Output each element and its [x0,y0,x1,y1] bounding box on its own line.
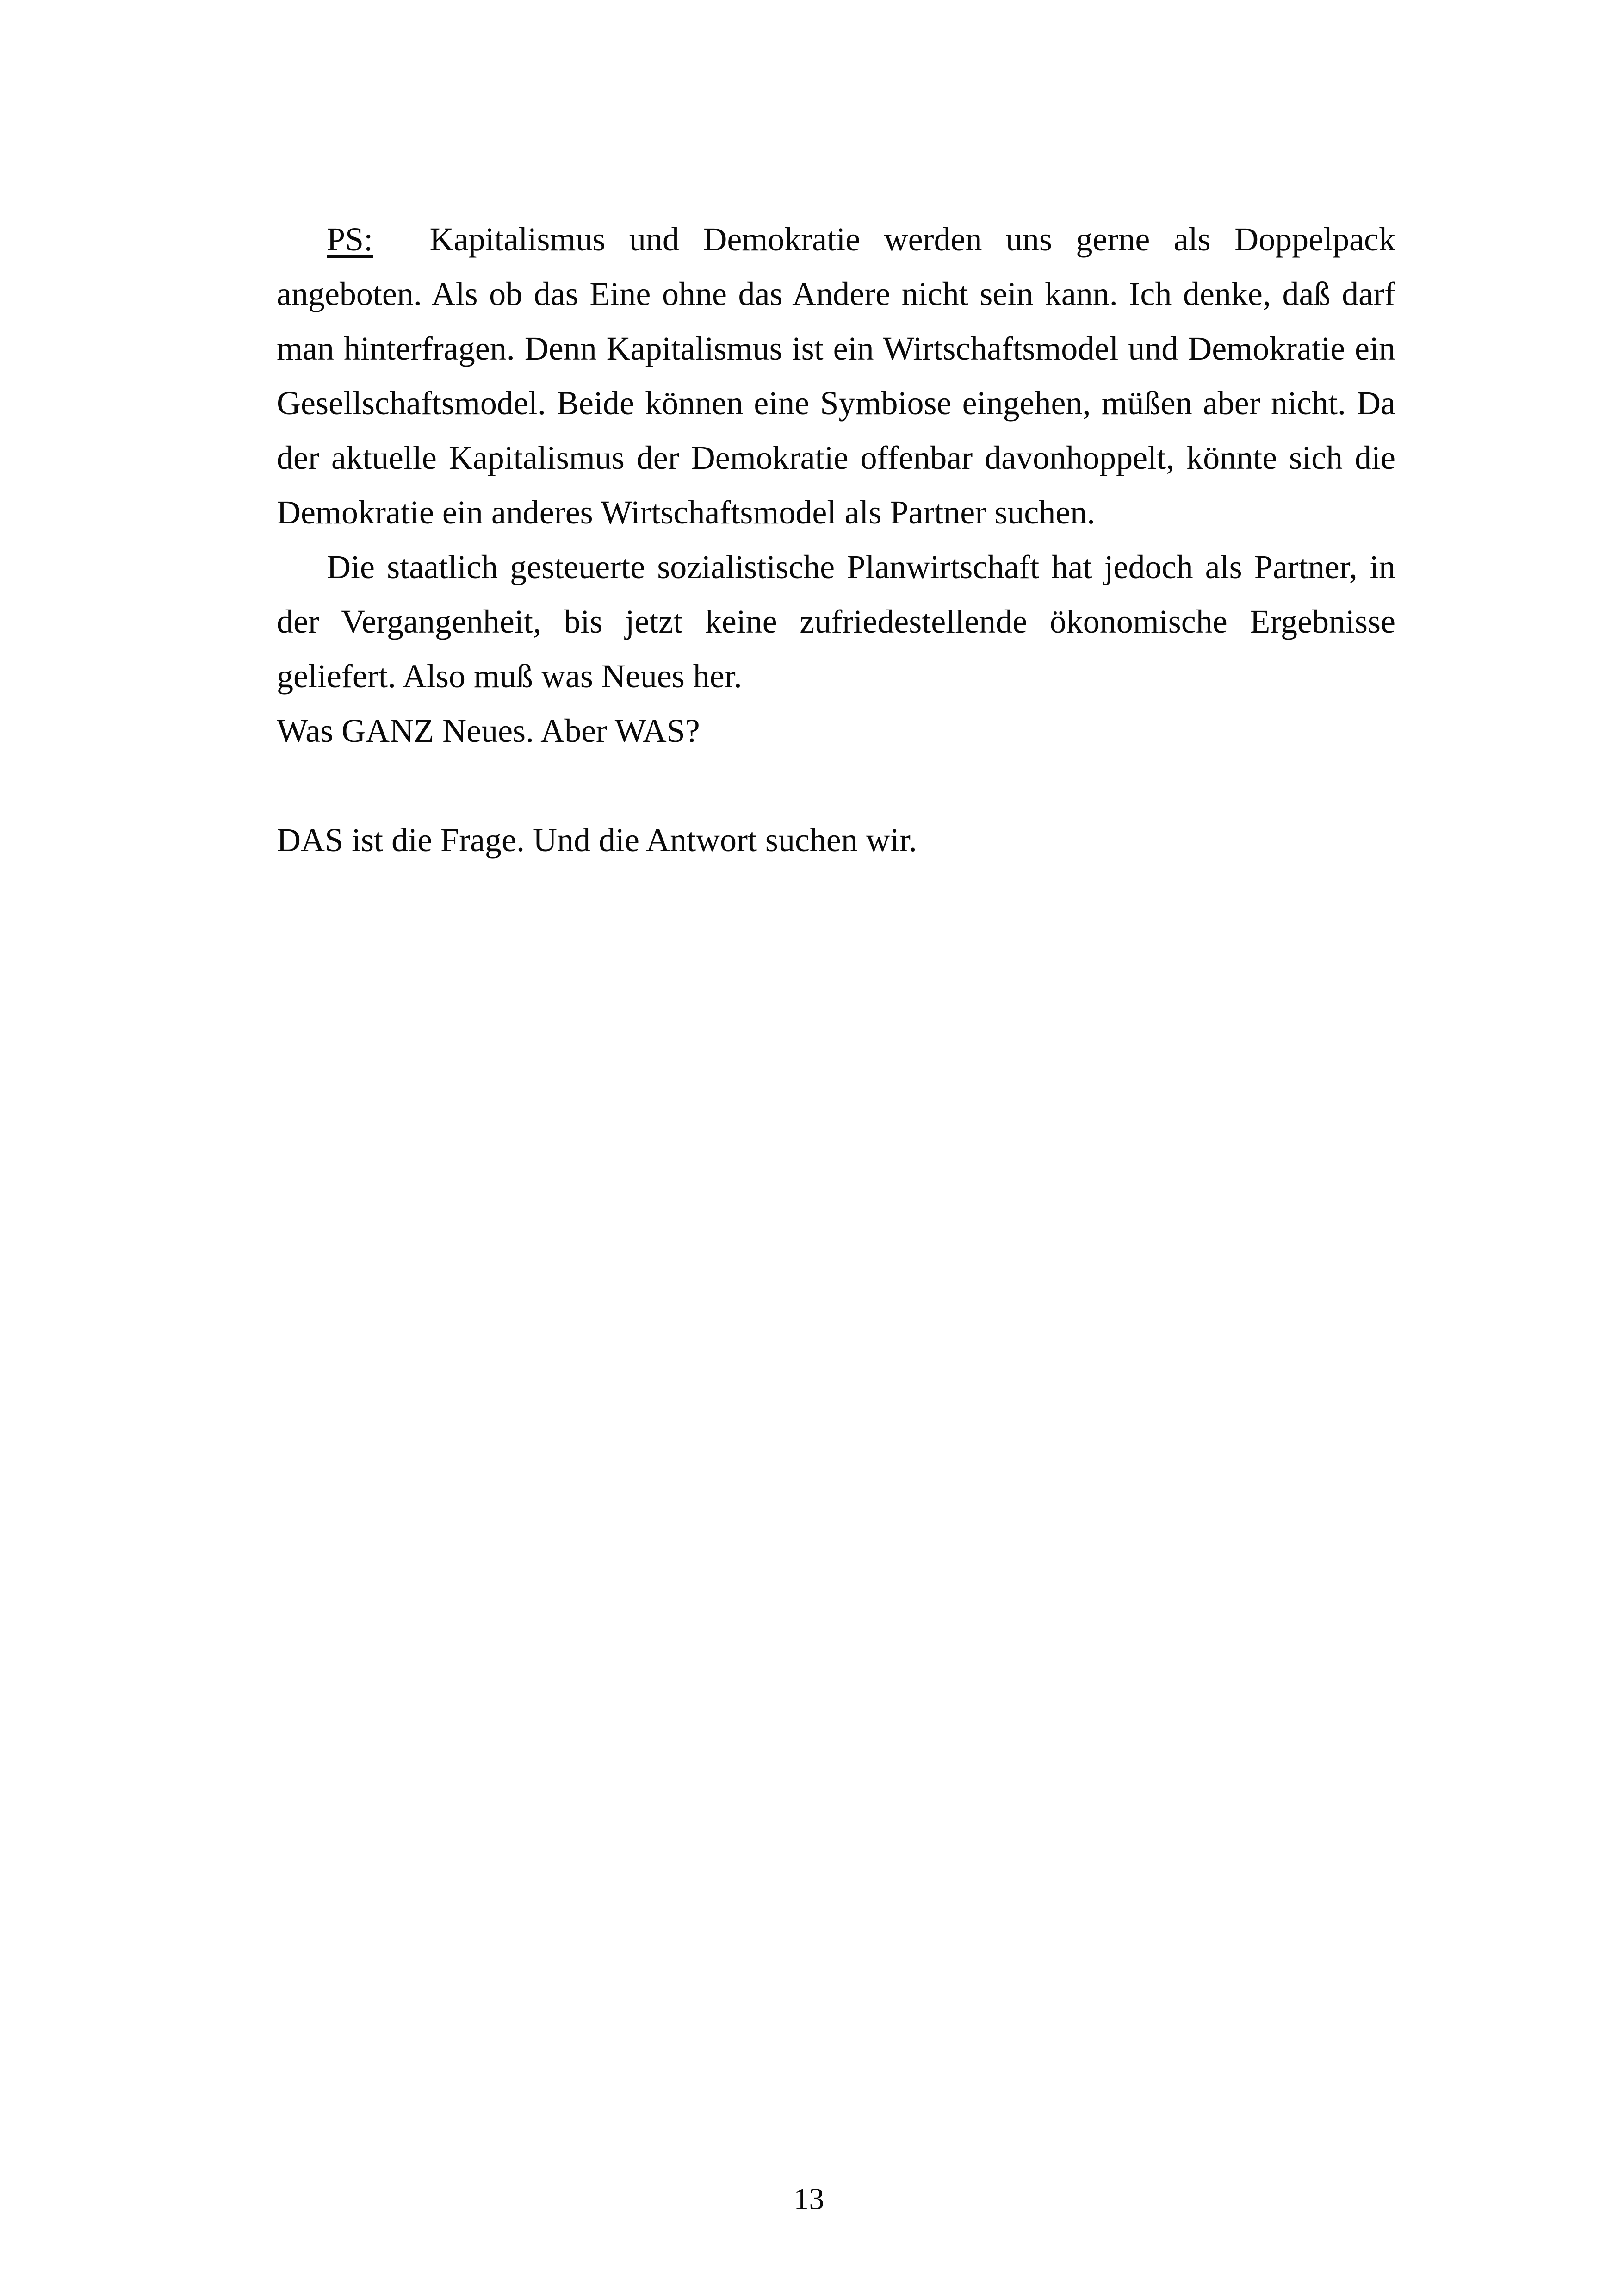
paragraph-ps [277,212,1395,540]
line-das-ist-die-frage: DAS ist die Frage. Und die Antwort suchen wir. [277,821,917,859]
paragraph-ps-text: Kapitalismus und Demokratie werden uns gerne als Doppelpack angeboten. Als ob das Eine ohne das Andere nicht sein kann. Ich denke, daß darf man hinterfragen. Denn Kapitalismus ist ein Wirtschaftsmodel und Demokratie ein Gesellschaftsmodel. Beide können eine Symbiose eingehen, müßen aber nicht. Da der aktuelle Kapitalismus der Demokratie offenbar davonhoppelt, könnte sich die Demokratie ein anderes Wirtschaftsmodel als Partner suchen. [277,221,1395,531]
page-number: 13 [794,2182,824,2216]
ps-label: PS: [327,221,373,258]
paragraph-planwirtschaft: Die staatlich gesteuerte sozialistische Planwirtschaft hat jedoch als Partner, in der Vergangenheit, bis jetzt keine zufriedestellende ökonomische Ergebnisse geliefert. Also muß was Neues her. [277,548,1395,695]
text-block [277,212,1395,867]
line-was-ganz-neues: Was GANZ Neues. Aber WAS? [277,712,700,749]
